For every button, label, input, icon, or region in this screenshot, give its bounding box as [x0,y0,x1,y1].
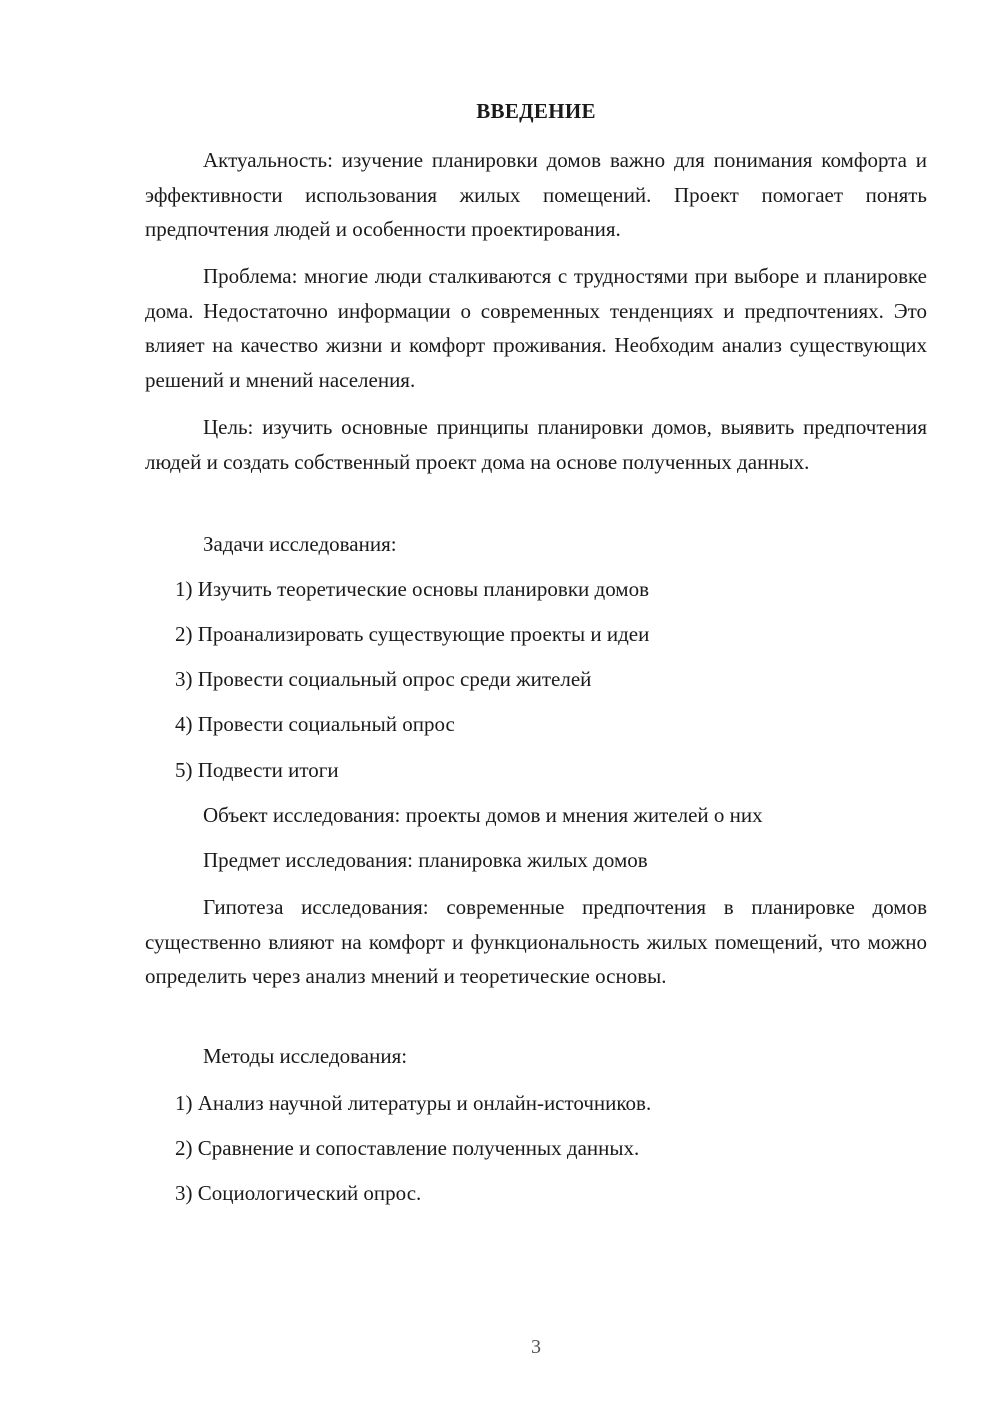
paragraph-goal: Цель: изучить основные принципы планировки домов, выявить предпочтения людей и создать собственный проект дома на основе полученных данных. [145,415,927,474]
task-item: 4) Провести социальный опрос [175,712,455,736]
tasks-heading: Задачи исследования: [203,532,397,556]
method-item: 3) Социологический опрос. [175,1181,422,1205]
task-item: 1) Изучить теоретические основы планировки домов [175,577,650,601]
method-item: 1) Анализ научной литературы и онлайн-источников. [175,1091,652,1115]
task-item: 3) Провести социальный опрос среди жителей [175,667,592,691]
research-subject: Предмет исследования: планировка жилых домов [203,848,648,872]
page-number: 3 [531,1336,541,1358]
task-item: 2) Проанализировать существующие проекты и идеи [175,622,650,646]
task-item: 5) Подвести итоги [175,758,339,782]
page-title: ВВЕДЕНИЕ [476,99,596,123]
paragraph-hypothesis: Гипотеза исследования: современные предпочтения в планировке домов существенно влияют на комфорт и функциональность жилых помещений, что можно определить через анализ мнений и теоретические основы. [145,895,927,988]
paragraph-relevance: Актуальность: изучение планировки домов важно для понимания комфорта и эффективности использования жилых помещений. Проект помогает понять предпочтения людей и особенности проектирования. [145,148,927,241]
method-item: 2) Сравнение и сопоставление полученных данных. [175,1136,640,1160]
paragraph-problem: Проблема: многие люди сталкиваются с трудностями при выборе и планировке дома. Недостаточно информации о современных тенденциях и предпочтениях. Это влияет на качество жизни и комфорт проживания. Необходим анализ существующих решений и мнений населения. [145,264,927,392]
methods-heading: Методы исследования: [203,1044,408,1068]
research-object: Объект исследования: проекты домов и мнения жителей о них [203,803,763,827]
